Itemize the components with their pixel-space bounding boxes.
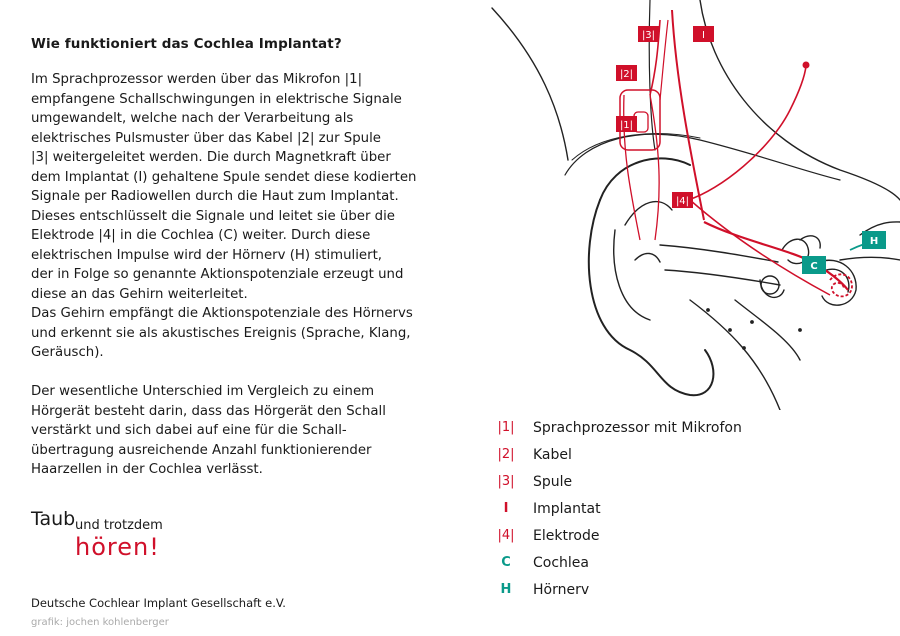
legend-code: |4| bbox=[497, 528, 515, 543]
tag-3 bbox=[638, 26, 659, 42]
text-line: |3| weitergeleitet werden. Die durch Magnetkraft über bbox=[31, 150, 391, 165]
legend-item bbox=[492, 420, 872, 440]
text-line: elektrischen Impulse wird der Hörnerv (H) stimuliert, bbox=[31, 247, 383, 263]
text-line: empfangene Schallschwingungen in elektrische Signale bbox=[31, 91, 402, 107]
tag-1 bbox=[616, 116, 637, 132]
tag-4 bbox=[672, 192, 693, 208]
text-line: Haarzellen in der Cochlea verlässt. bbox=[31, 462, 263, 477]
text-line: der in Folge so genannte Aktionspotenziale erzeugt und bbox=[31, 267, 404, 282]
slogan-taub: Taub bbox=[31, 508, 76, 530]
text-line: übertragung ausreichende Anzahl funktionierender bbox=[31, 442, 372, 458]
ear-implant-diagram bbox=[440, 0, 900, 410]
text-line: Signale per Radiowellen durch die Haut zum Implantat. bbox=[31, 189, 399, 204]
slogan-logo bbox=[31, 508, 231, 568]
text-line: Der wesentliche Unterschied im Vergleich zu einem bbox=[31, 384, 375, 399]
text-line: Hörgerät besteht darin, dass das Hörgerät den Schall bbox=[31, 403, 386, 419]
tag-implant bbox=[693, 26, 714, 42]
text-line: und erkennt sie als akustisches Ereignis (Sprache, Klang, bbox=[31, 325, 411, 341]
legend-item bbox=[492, 447, 872, 467]
legend-item bbox=[492, 555, 872, 575]
legend-label: Implantat bbox=[533, 501, 601, 517]
legend-label: Hörnerv bbox=[533, 582, 590, 598]
svg-text:|4|: |4| bbox=[675, 196, 690, 207]
slogan-trotzdem: und trotzdem bbox=[75, 518, 163, 533]
text-line: dem Implantat (I) gehaltene Spule sendet diese kodierten bbox=[31, 169, 417, 185]
text-line: Das Gehirn empfängt die Aktionspotenziale des Hörnervs bbox=[31, 306, 413, 321]
text-line: verstärkt und sich dabei auf eine für die Schall- bbox=[31, 423, 347, 438]
tag-cochlea bbox=[802, 256, 826, 274]
text-line: Dieses entschlüsselt die Signale und leitet sie über die bbox=[31, 208, 395, 224]
legend-label: Sprachprozessor mit Mikrofon bbox=[533, 420, 742, 436]
text-line: elektrisches Pulsmuster über das Kabel |2| zur Spule bbox=[31, 130, 381, 146]
text-line: Elektrode |4| in die Cochlea (C) weiter. Durch diese bbox=[31, 228, 371, 243]
text-line: Geräusch). bbox=[31, 345, 104, 360]
svg-text:|3|: |3| bbox=[641, 30, 656, 41]
organization-name: Deutsche Cochlear Implant Gesellschaft e.V. bbox=[31, 596, 286, 610]
text-line: diese an das Gehirn weiterleitet. bbox=[31, 286, 248, 302]
legend-label: Cochlea bbox=[533, 555, 589, 571]
legend-label: Kabel bbox=[533, 447, 572, 463]
graphic-credit: grafik: jochen kohlenberger bbox=[31, 617, 169, 628]
svg-text:|1|: |1| bbox=[619, 120, 634, 131]
legend-code: |2| bbox=[497, 447, 515, 462]
legend-code: C bbox=[501, 555, 511, 570]
legend-code: H bbox=[500, 582, 512, 597]
legend-item bbox=[492, 528, 872, 548]
text-line: Im Sprachprozessor werden über das Mikrofon |1| bbox=[31, 72, 363, 87]
implant-system bbox=[620, 10, 852, 296]
svg-text:I: I bbox=[702, 30, 705, 41]
svg-text:|2|: |2| bbox=[619, 69, 634, 80]
slogan-hoeren: hören! bbox=[75, 533, 160, 561]
legend-code: I bbox=[503, 501, 509, 516]
legend-code: |1| bbox=[497, 420, 515, 435]
svg-text:H: H bbox=[869, 236, 879, 247]
legend-code: |3| bbox=[497, 474, 515, 489]
svg-text:C: C bbox=[810, 261, 818, 272]
page-title: Wie funktioniert das Cochlea Implantat? bbox=[31, 36, 342, 52]
text-line: umgewandelt, welche nach der Verarbeitung als bbox=[31, 111, 354, 126]
tag-2 bbox=[616, 65, 637, 81]
tag-hoernerv bbox=[862, 231, 886, 249]
legend-item bbox=[492, 474, 872, 494]
legend-item bbox=[492, 501, 872, 521]
legend-item bbox=[492, 582, 872, 602]
legend-label: Elektrode bbox=[533, 528, 600, 544]
legend-label: Spule bbox=[533, 474, 573, 490]
explanation-text bbox=[31, 70, 431, 480]
microphone-dot bbox=[803, 62, 810, 69]
